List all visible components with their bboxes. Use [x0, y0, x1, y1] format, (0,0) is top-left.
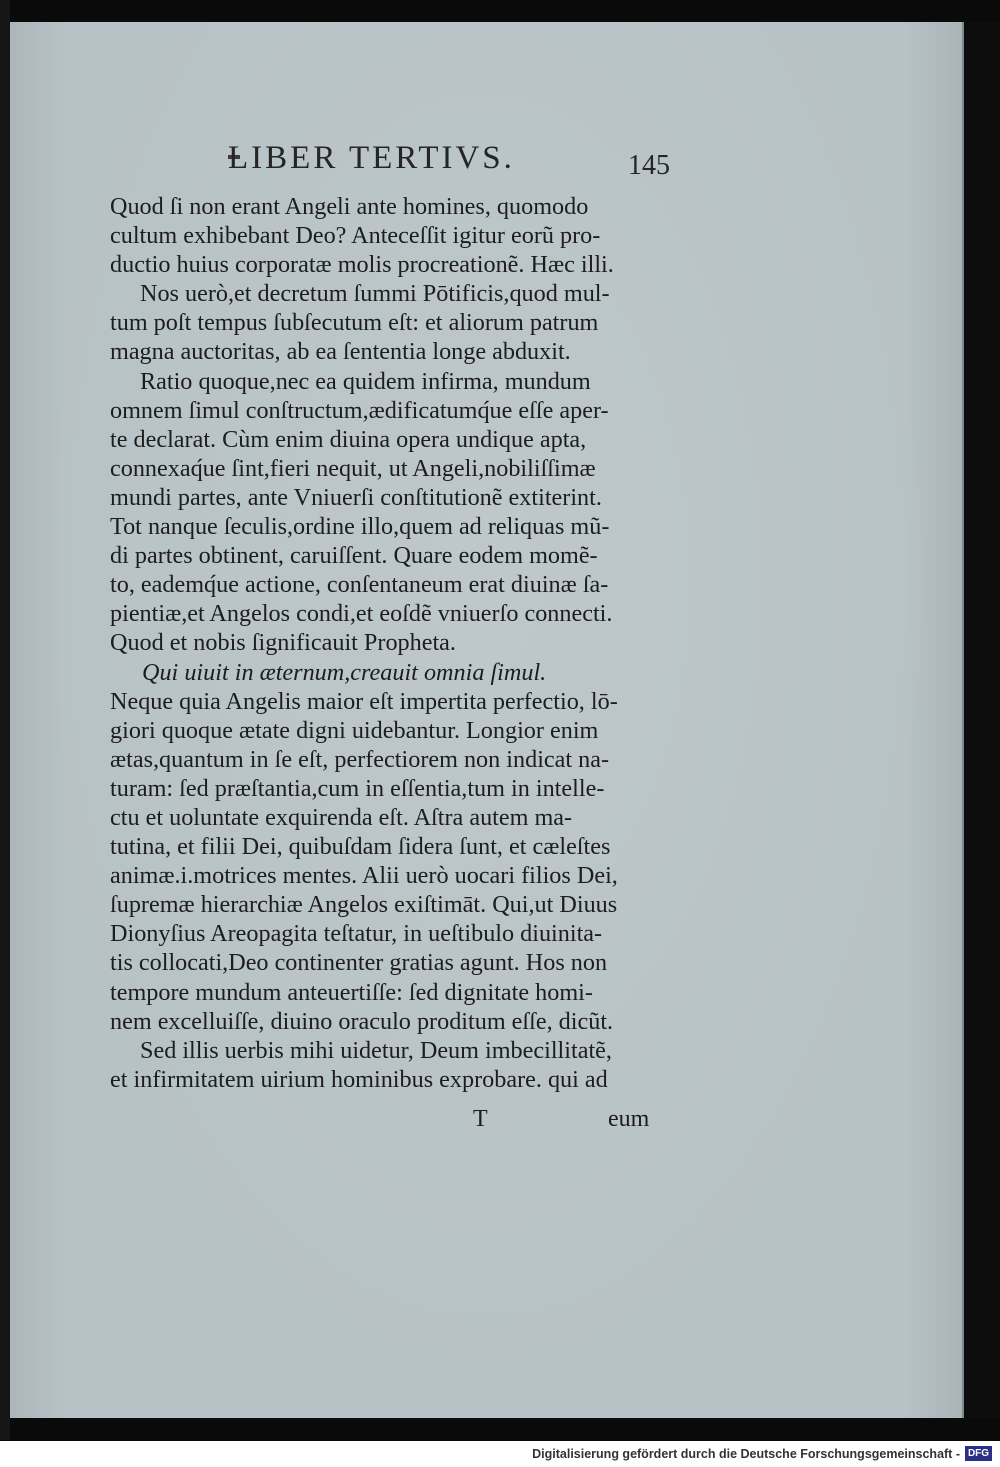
running-head: LIBER TERTIVS.: [228, 140, 515, 176]
text-line: Tot nanque ſeculis,ordine illo,quem ad reliquas mũ-: [110, 513, 610, 541]
text-line: ſupremæ hierarchiæ Angelos exiſtimāt. Qui,ut Diuus: [110, 891, 618, 919]
text-line: tutina, et filii Dei, quibuſdam ſidera ſunt, et cæleſtes: [110, 833, 611, 861]
text-line: magna auctoritas, ab ea ſententia longe abduxit.: [110, 338, 571, 366]
text-line: te declarat. Cùm enim diuina opera undique apta,: [110, 425, 587, 453]
text-line: Sed illis uerbis mihi uidetur, Deum imbecillitatẽ,: [140, 1036, 612, 1064]
page-number: 145: [628, 150, 670, 181]
body-text: [110, 192, 710, 1094]
digitization-footer: [0, 1441, 1000, 1467]
text-line: ctu et uoluntate exquirenda eſt. Aſtra autem ma-: [110, 803, 573, 831]
signature-mark: T: [473, 1106, 488, 1132]
text-line: giori quoque ætate digni uidebantur. Longior enim: [110, 716, 599, 744]
text-line: tum poſt tempus ſubſecutum eſt: et aliorum patrum: [110, 309, 599, 337]
text-line: ætas,quantum in ſe eſt, perfectiorem non indicat na-: [110, 745, 610, 773]
text-line: Qui uiuit in æternum,creauit omnia ſimul.: [142, 658, 547, 686]
text-line: di partes obtinent, caruiſſent. Quare eodem momẽ-: [110, 542, 598, 570]
funding-note: Digitalisierung gefördert durch die Deutsche Forschungsgemeinschaft -: [532, 1447, 960, 1461]
text-line: Dionyſius Areopagita teſtatur, in ueſtibulo diuinita-: [110, 920, 603, 948]
dfg-logo: DFG: [965, 1446, 992, 1461]
text-line: nem excelluiſſe, diuino oraculo proditum eſſe, dicũt.: [110, 1007, 614, 1035]
text-line: omnem ſimul conſtructum,ædificatumq́ue eſſe aper-: [110, 396, 609, 424]
text-line: Quod ſi non erant Angeli ante homines, quomodo: [110, 193, 589, 220]
catchword: eum: [608, 1106, 650, 1132]
text-line: mundi partes, ante Vniuerſi conſtitutionẽ extiterint.: [110, 483, 602, 511]
text-line: tempore mundum anteuertiſſe: ſed dignitate homi-: [110, 978, 593, 1006]
text-line: Quod et nobis ſignificauit Propheta.: [110, 629, 456, 657]
text-line: Ratio quoque,nec ea quidem infirma, mundum: [140, 367, 591, 395]
text-line: connexaq́ue ſint,fieri nequit, ut Angeli,nobiliſſimæ: [110, 454, 596, 482]
text-line: Nos uerò,et decretum ſummi Pōtificis,quod mul-: [140, 280, 610, 308]
catch-line: [110, 1106, 670, 1136]
text-line: tis collocati,Deo continenter gratias agunt. Hos non: [110, 949, 608, 977]
text-line: ductio huius corporatæ molis procreationẽ. Hæc illi.: [110, 251, 614, 279]
scan-border-left: [0, 0, 10, 1440]
text-line: animæ.i.motrices mentes. Alii uerò uocari filios Dei,: [110, 862, 618, 890]
text-line: pientiæ,et Angelos condi,et eoſdẽ vniuerſo connecti.: [110, 600, 613, 628]
text-line: et infirmitatem uirium hominibus exprobare. qui ad: [110, 1065, 608, 1093]
text-line: turam: ſed præſtantia,cum in eſſentia,tum in intelle-: [110, 774, 605, 802]
text-line: cultum exhibebant Deo? Anteceſſit igitur eorũ pro-: [110, 222, 601, 250]
text-line: Neque quia Angelis maior eſt impertita perfectio, lō-: [110, 687, 618, 715]
text-line: to, eademq́ue actione, conſentaneum erat diuinæ ſa-: [110, 571, 609, 599]
scan-border-right: [962, 22, 1000, 1418]
